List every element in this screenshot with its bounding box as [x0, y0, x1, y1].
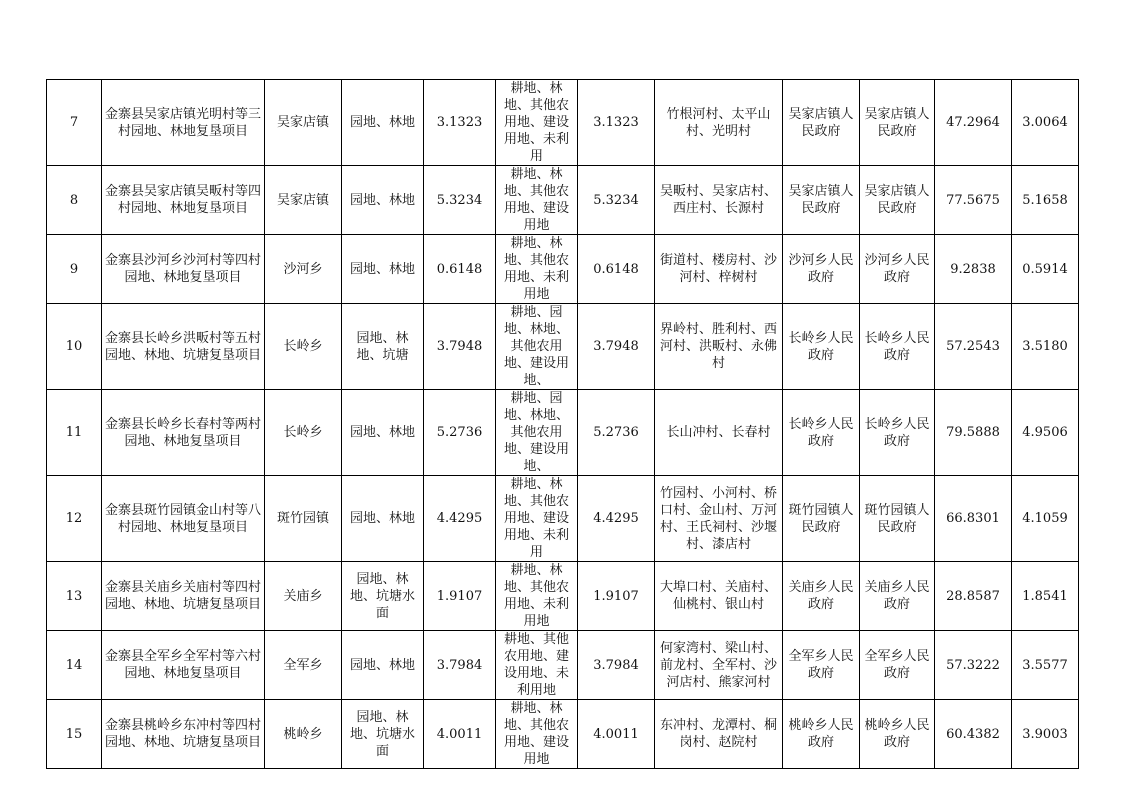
cell-responsible-org: 关庙乡人民政府 — [860, 562, 935, 631]
cell-area: 0.6148 — [424, 235, 496, 304]
cell-villages: 街道村、楼房村、沙河村、梓树村 — [655, 235, 783, 304]
cell-value-2: 3.9003 — [1012, 700, 1079, 769]
project-table — [46, 79, 1079, 769]
cell-land-types: 园地、林地 — [342, 476, 424, 562]
cell-town: 吴家店镇 — [265, 80, 342, 166]
cell-value-2: 3.0064 — [1012, 80, 1079, 166]
cell-project-name: 金寨县长岭乡长春村等两村园地、林地复垦项目 — [102, 390, 265, 476]
cell-area: 3.7984 — [424, 631, 496, 700]
cell-implementing-org: 沙河乡人民政府 — [783, 235, 860, 304]
cell-new-area: 0.6148 — [578, 235, 655, 304]
cell-project-name: 金寨县吴家店镇吴畈村等四村园地、林地复垦项目 — [102, 166, 265, 235]
cell-responsible-org: 全军乡人民政府 — [860, 631, 935, 700]
cell-area: 1.9107 — [424, 562, 496, 631]
cell-responsible-org: 斑竹园镇人民政府 — [860, 476, 935, 562]
cell-land-types: 园地、林地 — [342, 235, 424, 304]
cell-number: 15 — [47, 700, 102, 769]
cell-value-2: 3.5577 — [1012, 631, 1079, 700]
cell-area: 3.1323 — [424, 80, 496, 166]
cell-value-1: 60.4382 — [935, 700, 1012, 769]
cell-implementing-org: 吴家店镇人民政府 — [783, 80, 860, 166]
cell-implementing-org: 长岭乡人民政府 — [783, 304, 860, 390]
cell-land-types: 园地、林地 — [342, 631, 424, 700]
cell-value-2: 5.1658 — [1012, 166, 1079, 235]
cell-value-1: 47.2964 — [935, 80, 1012, 166]
cell-new-area: 3.7984 — [578, 631, 655, 700]
cell-number: 14 — [47, 631, 102, 700]
cell-area: 3.7948 — [424, 304, 496, 390]
cell-value-2: 3.5180 — [1012, 304, 1079, 390]
cell-area: 4.0011 — [424, 700, 496, 769]
table-row — [47, 390, 1079, 476]
cell-number: 7 — [47, 80, 102, 166]
cell-value-1: 9.2838 — [935, 235, 1012, 304]
cell-new-land-types: 耕地、园地、林地、其他农用地、建设用地、 — [496, 390, 578, 476]
cell-new-area: 3.7948 — [578, 304, 655, 390]
cell-new-land-types: 耕地、林地、其他农用地、未利用地 — [496, 235, 578, 304]
table-row — [47, 304, 1079, 390]
cell-responsible-org: 吴家店镇人民政府 — [860, 80, 935, 166]
cell-project-name: 金寨县桃岭乡东冲村等四村园地、林地、坑塘复垦项目 — [102, 700, 265, 769]
cell-number: 9 — [47, 235, 102, 304]
cell-town: 长岭乡 — [265, 304, 342, 390]
cell-value-2: 1.8541 — [1012, 562, 1079, 631]
cell-project-name: 金寨县吴家店镇光明村等三村园地、林地复垦项目 — [102, 80, 265, 166]
cell-new-land-types: 耕地、林地、其他农用地、建设用地、未利用 — [496, 476, 578, 562]
cell-villages: 东冲村、龙潭村、桐岗村、赵院村 — [655, 700, 783, 769]
cell-responsible-org: 沙河乡人民政府 — [860, 235, 935, 304]
cell-town: 斑竹园镇 — [265, 476, 342, 562]
table-row — [47, 235, 1079, 304]
cell-number: 10 — [47, 304, 102, 390]
cell-responsible-org: 长岭乡人民政府 — [860, 304, 935, 390]
cell-number: 11 — [47, 390, 102, 476]
cell-new-area: 3.1323 — [578, 80, 655, 166]
cell-area: 5.3234 — [424, 166, 496, 235]
table-row — [47, 631, 1079, 700]
cell-villages: 竹根河村、太平山村、光明村 — [655, 80, 783, 166]
cell-land-types: 园地、林地 — [342, 390, 424, 476]
cell-new-land-types: 耕地、林地、其他农用地、建设用地 — [496, 166, 578, 235]
cell-villages: 大埠口村、关庙村、仙桃村、银山村 — [655, 562, 783, 631]
cell-town: 桃岭乡 — [265, 700, 342, 769]
cell-town: 全军乡 — [265, 631, 342, 700]
cell-implementing-org: 桃岭乡人民政府 — [783, 700, 860, 769]
cell-project-name: 金寨县斑竹园镇金山村等八村园地、林地复垦项目 — [102, 476, 265, 562]
cell-land-types: 园地、林地 — [342, 166, 424, 235]
cell-project-name: 金寨县长岭乡洪畈村等五村园地、林地、坑塘复垦项目 — [102, 304, 265, 390]
cell-land-types: 园地、林地 — [342, 80, 424, 166]
cell-new-area: 5.2736 — [578, 390, 655, 476]
cell-value-1: 28.8587 — [935, 562, 1012, 631]
cell-new-area: 4.0011 — [578, 700, 655, 769]
cell-new-area: 5.3234 — [578, 166, 655, 235]
cell-project-name: 金寨县沙河乡沙河村等四村园地、林地复垦项目 — [102, 235, 265, 304]
cell-implementing-org: 关庙乡人民政府 — [783, 562, 860, 631]
cell-value-1: 77.5675 — [935, 166, 1012, 235]
cell-value-1: 66.8301 — [935, 476, 1012, 562]
cell-implementing-org: 斑竹园镇人民政府 — [783, 476, 860, 562]
cell-villages: 竹园村、小河村、桥口村、金山村、万河村、王氏祠村、沙堰村、漆店村 — [655, 476, 783, 562]
cell-land-types: 园地、林地、坑塘 — [342, 304, 424, 390]
cell-new-area: 4.4295 — [578, 476, 655, 562]
table-row — [47, 476, 1079, 562]
table-row — [47, 166, 1079, 235]
cell-value-2: 4.1059 — [1012, 476, 1079, 562]
cell-town: 沙河乡 — [265, 235, 342, 304]
cell-villages: 长山冲村、长春村 — [655, 390, 783, 476]
table-row — [47, 80, 1079, 166]
cell-new-land-types: 耕地、林地、其他农用地、建设用地 — [496, 700, 578, 769]
cell-number: 8 — [47, 166, 102, 235]
cell-land-types: 园地、林地、坑塘水面 — [342, 700, 424, 769]
cell-new-land-types: 耕地、其他农用地、建设用地、未利用地 — [496, 631, 578, 700]
cell-area: 5.2736 — [424, 390, 496, 476]
cell-new-land-types: 耕地、园地、林地、其他农用地、建设用地、 — [496, 304, 578, 390]
cell-number: 12 — [47, 476, 102, 562]
cell-value-1: 79.5888 — [935, 390, 1012, 476]
table-row — [47, 700, 1079, 769]
cell-implementing-org: 吴家店镇人民政府 — [783, 166, 860, 235]
cell-value-2: 0.5914 — [1012, 235, 1079, 304]
cell-implementing-org: 长岭乡人民政府 — [783, 390, 860, 476]
cell-villages: 界岭村、胜利村、西河村、洪畈村、永佛村 — [655, 304, 783, 390]
cell-land-types: 园地、林地、坑塘水面 — [342, 562, 424, 631]
cell-number: 13 — [47, 562, 102, 631]
cell-new-land-types: 耕地、林地、其他农用地、未利用地 — [496, 562, 578, 631]
cell-value-2: 4.9506 — [1012, 390, 1079, 476]
cell-town: 吴家店镇 — [265, 166, 342, 235]
cell-town: 关庙乡 — [265, 562, 342, 631]
cell-project-name: 金寨县关庙乡关庙村等四村园地、林地、坑塘复垦项目 — [102, 562, 265, 631]
cell-new-area: 1.9107 — [578, 562, 655, 631]
cell-responsible-org: 长岭乡人民政府 — [860, 390, 935, 476]
cell-value-1: 57.3222 — [935, 631, 1012, 700]
cell-project-name: 金寨县全军乡全军村等六村园地、林地复垦项目 — [102, 631, 265, 700]
cell-villages: 吴畈村、吴家店村、西庄村、长源村 — [655, 166, 783, 235]
cell-town: 长岭乡 — [265, 390, 342, 476]
cell-responsible-org: 吴家店镇人民政府 — [860, 166, 935, 235]
cell-area: 4.4295 — [424, 476, 496, 562]
cell-implementing-org: 全军乡人民政府 — [783, 631, 860, 700]
cell-value-1: 57.2543 — [935, 304, 1012, 390]
cell-villages: 何家湾村、梁山村、前龙村、全军村、沙河店村、熊家河村 — [655, 631, 783, 700]
cell-responsible-org: 桃岭乡人民政府 — [860, 700, 935, 769]
table-row — [47, 562, 1079, 631]
cell-new-land-types: 耕地、林地、其他农用地、建设用地、未利用 — [496, 80, 578, 166]
table-body — [47, 80, 1079, 769]
